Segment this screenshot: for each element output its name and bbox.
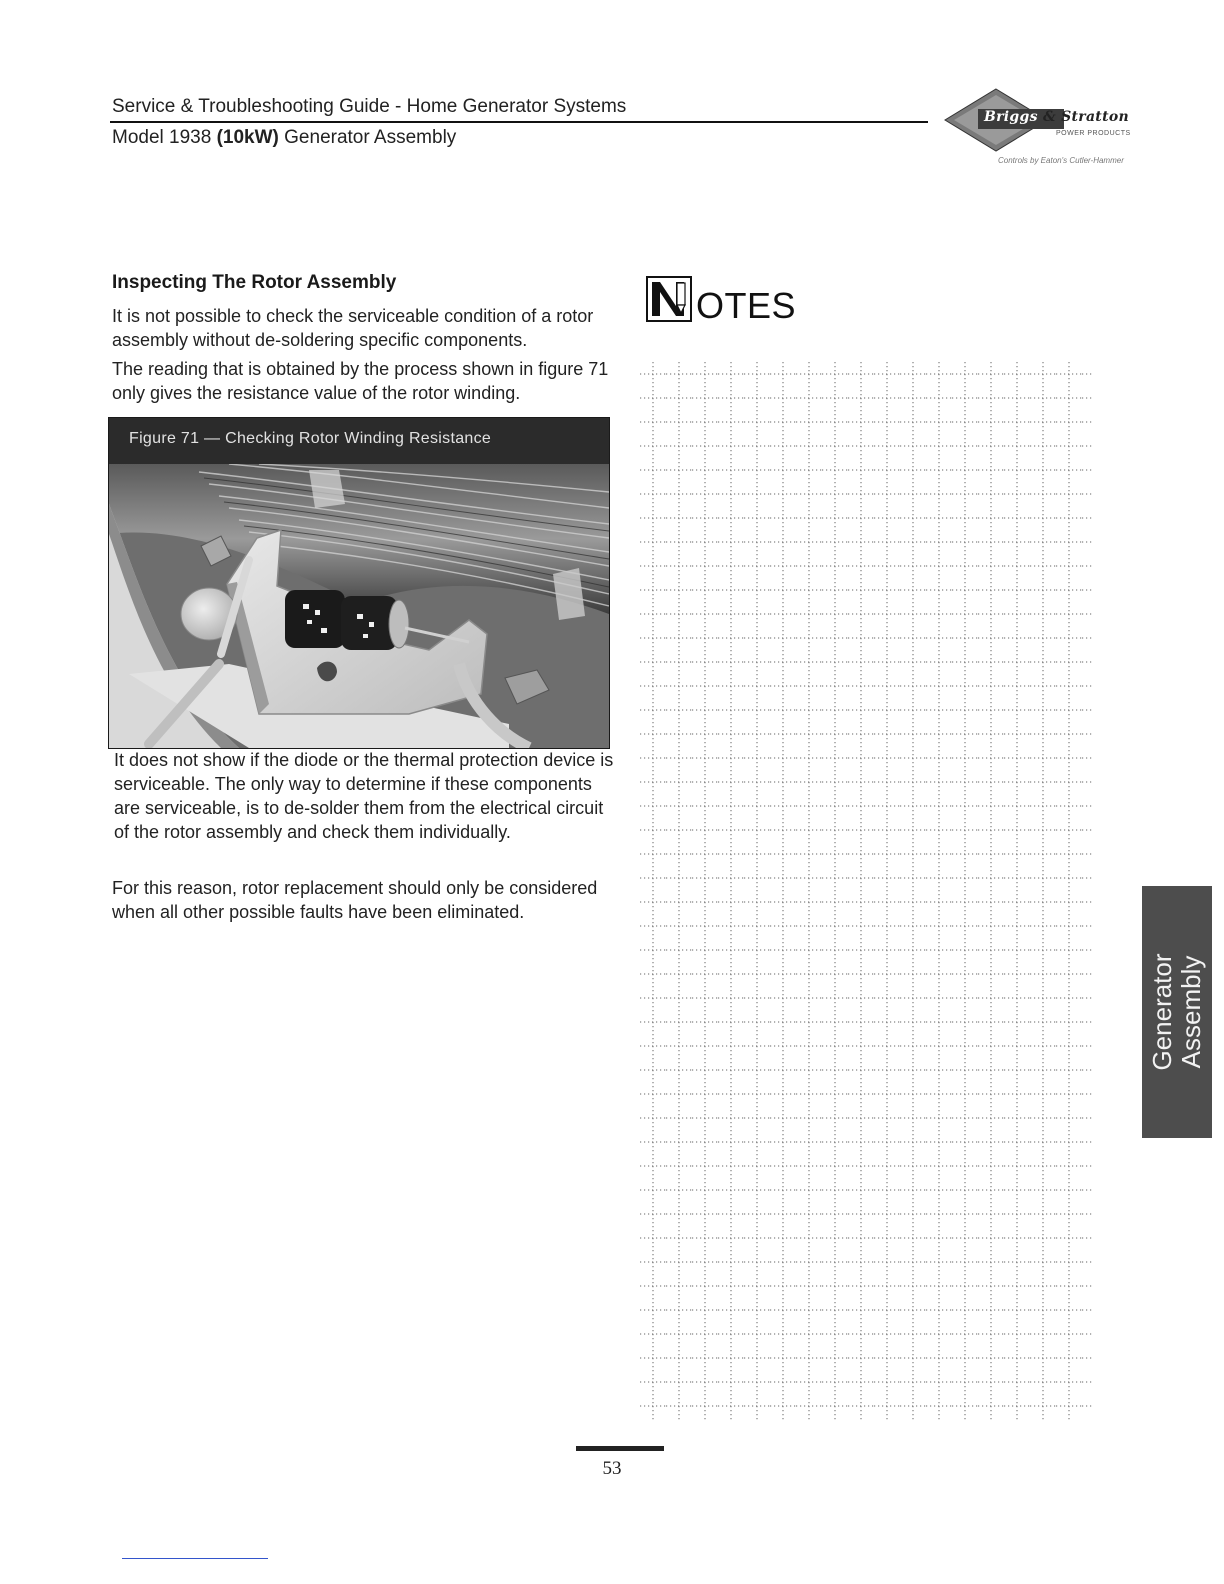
paragraph-4: For this reason, rotor replacement should only be considered when all other possible faults have been eliminated.	[112, 878, 598, 922]
briggs-stratton-logo	[944, 88, 1134, 178]
paragraph-3: It does not show if the diode or the thermal protection device is serviceable. The only way to determine if these components are serviceable, is to de-solder them from the electrical circuit of the rotor assembly and check them individually.	[114, 750, 614, 842]
header-title: Service & Troubleshooting Guide - Home Generator Systems	[112, 96, 627, 117]
logo-tagline: Controls by Eaton's Cutler-Hammer	[998, 156, 1124, 165]
model-power: (10kW)	[216, 127, 279, 148]
figure-71	[108, 417, 610, 749]
page-number-bar	[576, 1446, 664, 1451]
logo-name-part2: & Stratton	[1037, 109, 1129, 125]
side-tab-line1: Generator	[1147, 953, 1177, 1071]
section-side-tab	[1142, 886, 1212, 1138]
bottom-link-line	[122, 1558, 268, 1559]
logo-name-part1: Briggs	[984, 109, 1038, 125]
section-title: Inspecting The Rotor Assembly	[112, 272, 397, 293]
header-rule	[110, 121, 928, 123]
notes-title: OTES	[696, 285, 797, 326]
notes-n-icon	[646, 276, 692, 322]
notes-dot-grid	[640, 362, 1092, 1420]
side-tab-line2: Assembly	[1176, 955, 1206, 1069]
side-tab-label	[1148, 953, 1206, 1070]
model-suffix: Generator Assembly	[284, 127, 457, 148]
logo-name	[984, 109, 1129, 125]
header-model	[112, 127, 456, 149]
rotor-winding-photo	[109, 464, 609, 748]
page-number: 53	[602, 1458, 622, 1479]
model-prefix: Model 1938	[112, 127, 212, 148]
figure-caption: Figure 71 — Checking Rotor Winding Resistance	[129, 430, 492, 447]
logo-subtitle: POWER PRODUCTS	[1056, 130, 1131, 137]
paragraph-1: It is not possible to check the serviceable condition of a rotor assembly without de-soldering specific components.	[112, 306, 594, 350]
paragraph-2: The reading that is obtained by the process shown in figure 71 only gives the resistance value of the rotor winding.	[112, 359, 609, 403]
